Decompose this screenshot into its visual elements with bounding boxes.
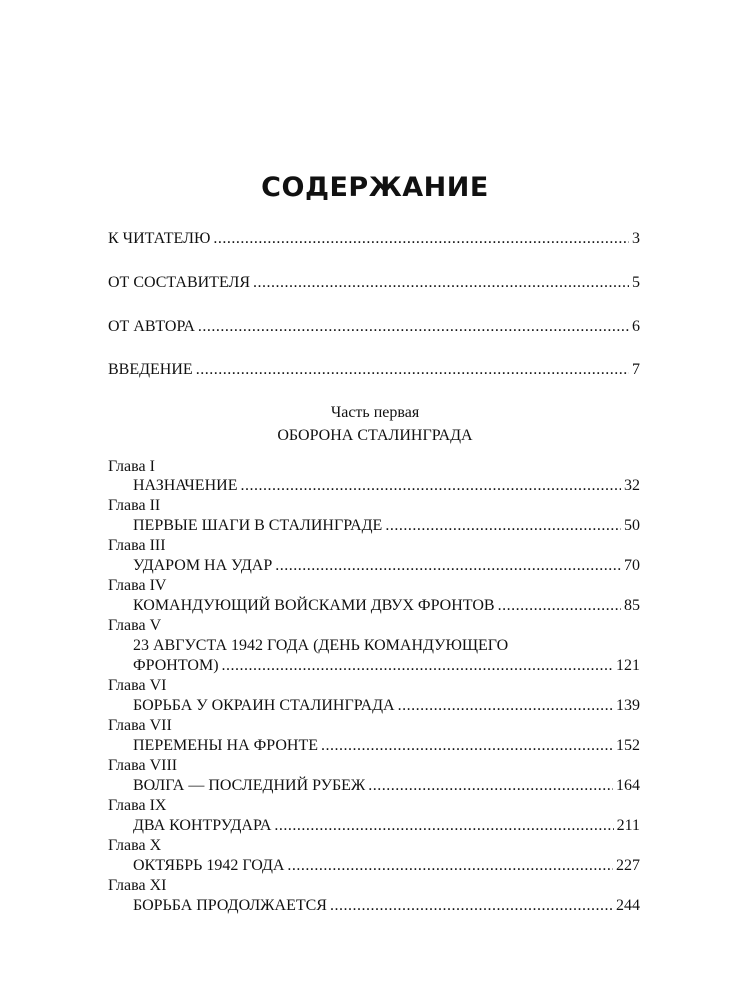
toc-entry[interactable] <box>108 318 640 336</box>
entry-page: 32 <box>624 477 640 494</box>
entry-title: ОКТЯБРЬ 1942 ГОДА <box>133 857 285 874</box>
dot-leader <box>222 657 613 675</box>
entry-title: БОРЬБА У ОКРАИН СТАЛИНГРАДА <box>133 697 395 714</box>
chapter-number: Глава X <box>108 837 162 854</box>
chapter-number: Глава V <box>108 617 162 634</box>
dot-leader <box>274 817 613 835</box>
toc-entry[interactable] <box>133 817 640 835</box>
toc-entry[interactable] <box>133 857 640 875</box>
entry-title: ПЕРЕМЕНЫ НА ФРОНТЕ <box>133 737 319 754</box>
part-label: Часть первая <box>330 404 420 421</box>
dot-leader <box>368 777 613 795</box>
entry-title: ВОЛГА — ПОСЛЕДНИЙ РУБЕЖ <box>133 777 366 794</box>
dot-leader <box>398 697 613 715</box>
dot-leader <box>253 274 629 292</box>
entry-page: 85 <box>624 597 640 614</box>
entry-page: 121 <box>616 657 640 674</box>
entry-title: УДАРОМ НА УДАР <box>133 557 273 574</box>
dot-leader <box>385 517 621 535</box>
toc-entry[interactable] <box>133 737 640 755</box>
toc-entry[interactable] <box>108 361 640 379</box>
entry-title: К ЧИТАТЕЛЮ <box>108 230 211 247</box>
toc-entry[interactable] <box>133 657 640 675</box>
entry-title: НАЗНАЧЕНИЕ <box>133 477 238 494</box>
toc-entry[interactable] <box>133 597 640 615</box>
entry-page: 139 <box>616 697 640 714</box>
entry-page: 152 <box>616 737 640 754</box>
chapter-number: Глава II <box>108 497 161 514</box>
toc-entry[interactable] <box>108 230 640 248</box>
dot-leader <box>198 318 629 336</box>
chapter-number: Глава IX <box>108 797 167 814</box>
toc-entry[interactable] <box>108 274 640 292</box>
chapter-number: Глава VII <box>108 717 172 734</box>
entry-page: 3 <box>632 230 640 247</box>
dot-leader <box>240 477 621 495</box>
dot-leader <box>321 737 613 755</box>
chapter-number: Глава XI <box>108 877 167 894</box>
toc-entry[interactable] <box>133 557 640 575</box>
page-title: СОДЕРЖАНИЕ <box>261 172 489 203</box>
entry-page: 5 <box>632 274 640 291</box>
entry-title: БОРЬБА ПРОДОЛЖАЕТСЯ <box>133 897 327 914</box>
chapter-number: Глава VI <box>108 677 167 694</box>
toc-entry[interactable] <box>133 777 640 795</box>
chapter-number: Глава I <box>108 458 155 475</box>
entry-title-line: 23 АВГУСТА 1942 ГОДА (ДЕНЬ КОМАНДУЮЩЕГО <box>133 637 509 654</box>
entry-title: ВВЕДЕНИЕ <box>108 361 193 378</box>
entry-page: 70 <box>624 557 640 574</box>
dot-leader <box>196 361 629 379</box>
chapter-number: Глава III <box>108 537 166 554</box>
entry-title: ОТ АВТОРА <box>108 318 195 335</box>
chapter-number: Глава VIII <box>108 757 178 774</box>
toc-entry[interactable] <box>133 517 640 535</box>
toc-entry[interactable] <box>133 477 640 495</box>
dot-leader <box>330 897 613 915</box>
entry-title: ПЕРВЫЕ ШАГИ В СТАЛИНГРАДЕ <box>133 517 383 534</box>
dot-leader <box>213 230 629 248</box>
entry-page: 50 <box>624 517 640 534</box>
chapter-number: Глава IV <box>108 577 167 594</box>
entry-title: ФРОНТОМ) <box>133 657 219 674</box>
dot-leader <box>287 857 613 875</box>
dot-leader <box>275 557 621 575</box>
entry-page: 164 <box>616 777 640 794</box>
entry-page: 211 <box>616 817 640 834</box>
entry-page: 7 <box>632 361 640 378</box>
entry-title: ДВА КОНТРУДАРА <box>133 817 272 834</box>
entry-page: 6 <box>632 318 640 335</box>
entry-page: 227 <box>616 857 640 874</box>
entry-title: КОМАНДУЮЩИЙ ВОЙСКАМИ ДВУХ ФРОНТОВ <box>133 597 495 614</box>
toc-entry[interactable] <box>133 897 640 915</box>
entry-title: ОТ СОСТАВИТЕЛЯ <box>108 274 251 291</box>
part-title: ОБОРОНА СТАЛИНГРАДА <box>277 427 473 444</box>
dot-leader <box>498 597 621 615</box>
entry-page: 244 <box>616 897 640 914</box>
toc-entry[interactable] <box>133 697 640 715</box>
